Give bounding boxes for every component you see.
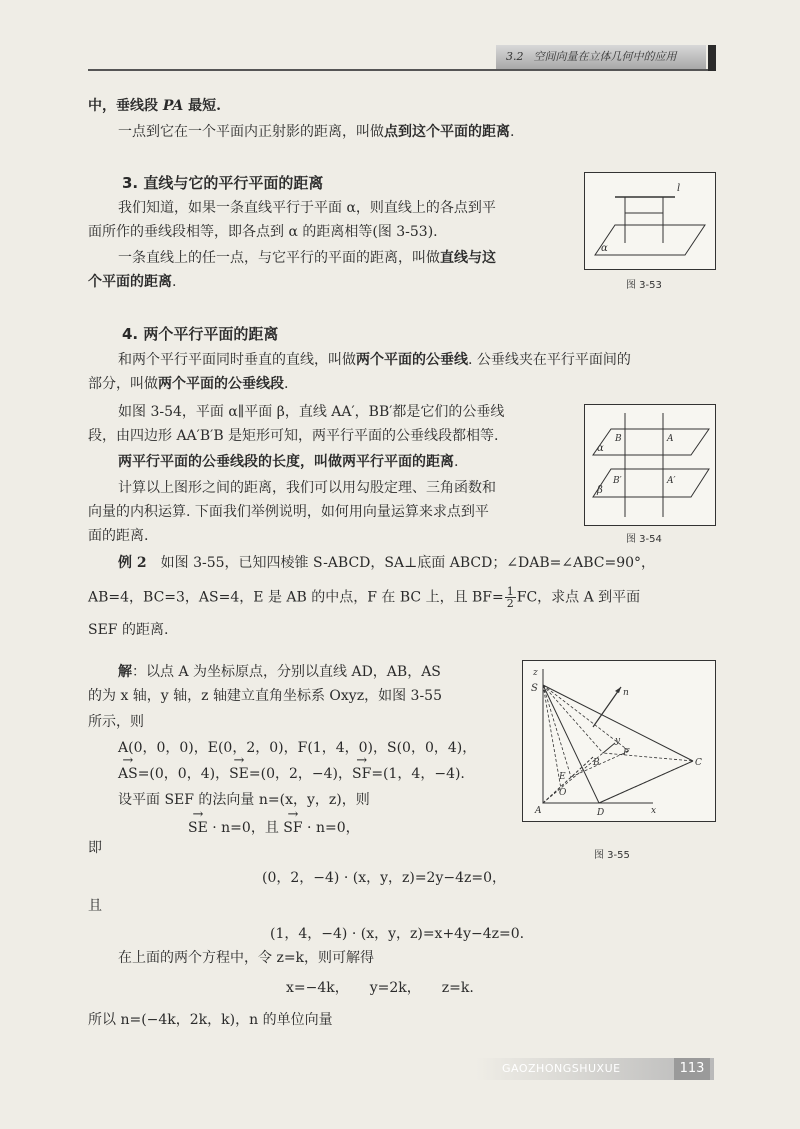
example-text-2a: AB=4，BC=3，AS=4，E 是 AB 的中点，F 在 BC 上，且 BF= xyxy=(88,589,504,606)
p5-l1b: 两个平面的公垂线 xyxy=(356,352,468,368)
p5-line2 xyxy=(88,374,288,394)
vector-AS: → AS xyxy=(118,764,138,784)
vector-AS-value: =(0，0，4)， xyxy=(137,766,230,782)
fig55-S: S xyxy=(531,683,538,694)
p4-line1a: 一条直线上的任一点，与它平行的平面的距离，叫做 xyxy=(118,250,440,266)
figure-3-55-caption: 图 3-55 xyxy=(594,850,630,861)
p1-suffix: 最短. xyxy=(183,98,221,114)
page-number: 113 xyxy=(674,1058,710,1080)
fig54-B: B xyxy=(615,434,622,444)
section-title: 空间向量在立体几何中的应用 xyxy=(533,50,677,63)
p7-a: 两平行平面的公垂线段的长度，叫做 xyxy=(118,454,342,470)
equation-1: (0，2，−4) · (x，y，z)=2y−4z=0， xyxy=(262,870,507,886)
fig55-A: A xyxy=(535,806,542,816)
fig53-label-l: l xyxy=(677,183,681,194)
footer-brand: GAOZHONGSHUXUE xyxy=(476,1058,714,1080)
figure-3-53-drawing xyxy=(585,173,715,269)
p5-l2b: 两个平面的公垂线段 xyxy=(158,376,284,392)
header-marker xyxy=(708,45,716,71)
p6-line1: 如图 3-54，平面 α∥平面 β，直线 AA′，BB′都是它们的公垂线 xyxy=(118,404,505,420)
para-continuation xyxy=(88,96,221,116)
fig54-A: A xyxy=(667,434,674,444)
fig55-F: F xyxy=(623,748,630,758)
p7-c: . xyxy=(454,454,459,470)
fig54-alpha: α xyxy=(597,443,604,454)
p5-l2a: 部分，叫做 xyxy=(88,376,158,392)
p1-prefix: 中，垂线段 xyxy=(88,98,163,114)
fig55-C: C xyxy=(695,758,702,768)
p2-bold: 点到这个平面的距离 xyxy=(384,124,510,140)
dot-SE-rest: · n=0，且 xyxy=(207,820,284,836)
p5-line1 xyxy=(118,350,631,370)
p6-line2: 段，由四边形 AA′B′B 是矩形可知，两平行平面的公垂线段都相等. xyxy=(88,428,499,444)
p4-line1b: 直线与这 xyxy=(440,250,496,266)
p7-definition xyxy=(118,452,458,472)
p7-b: 两平行平面的距离 xyxy=(342,454,454,470)
figure-3-55-drawing xyxy=(523,661,715,821)
fig54-A-prime: A′ xyxy=(667,476,676,486)
fig55-E: E xyxy=(559,772,566,782)
example-label: 例 2 xyxy=(118,555,147,571)
solution-line2: 的为 x 轴，y 轴，z 轴建立直角坐标系 Oxyz，如图 3-55 xyxy=(88,688,442,704)
fig54-B-prime: B′ xyxy=(613,476,622,486)
fig55-O: O xyxy=(559,788,567,798)
heading-parallel-planes-distance: 4. 两个平行平面的距离 xyxy=(122,325,279,343)
fig55-B: B xyxy=(593,758,600,768)
solution-text-1: ：以点 A 为坐标原点，分别以直线 AD，AB，AS xyxy=(132,664,441,680)
fig55-x: x xyxy=(651,806,657,816)
fig55-y: y xyxy=(615,736,621,746)
equation-3: x=−4k， y=2k， z=k. xyxy=(286,980,474,996)
running-header xyxy=(496,45,706,69)
fig55-z: z xyxy=(533,668,538,678)
fraction-one-half xyxy=(505,586,516,609)
ji-word: 即 xyxy=(88,840,102,856)
p10-text: 所以 n=(−4k，2k，k)，n 的单位向量 xyxy=(88,1012,333,1028)
p4-line1 xyxy=(118,248,496,268)
p4-end: . xyxy=(172,274,177,290)
p8-line3: 面的距离. xyxy=(88,528,149,544)
p4-line2-bold: 个平面的距离 xyxy=(88,274,172,290)
vectors-line xyxy=(118,764,465,784)
example-2-line3: SEF 的距离. xyxy=(88,622,169,638)
vector-SF: → SF xyxy=(352,764,371,784)
dot-vector-SE: → SE xyxy=(188,818,208,838)
solution-line3: 所示，则 xyxy=(88,714,144,730)
p8-line2: 向量的内积运算. 下面我们举例说明，如何用向量运算来求点到平 xyxy=(88,504,489,520)
fig55-n: n xyxy=(623,688,629,698)
fig54-beta: β xyxy=(597,485,603,496)
solution-label: 解 xyxy=(118,664,132,680)
equation-2: (1，4，−4) · (x，y，z)=x+4y−4z=0. xyxy=(270,926,525,942)
dot-product-conditions xyxy=(188,818,360,838)
fig55-D: D xyxy=(597,808,605,818)
dot-SF-rest: · n=0， xyxy=(302,820,360,836)
example-2-line2 xyxy=(88,586,640,609)
p1-var: PA xyxy=(162,98,184,114)
section-number: 3.2 xyxy=(506,50,524,63)
p9-text: 在上面的两个方程中，令 z=k，则可解得 xyxy=(118,950,375,966)
fig53-label-alpha: α xyxy=(601,243,608,254)
example-2-line1 xyxy=(118,553,655,573)
vector-SE: → SE xyxy=(229,764,249,784)
vector-SF-value: =(1，4，−4). xyxy=(371,766,465,782)
p2-end: . xyxy=(510,124,515,140)
p5-l1c: . 公垂线夹在平行平面间的 xyxy=(468,352,631,368)
solution-line1 xyxy=(118,662,441,682)
normal-vector-line: 设平面 SEF 的法向量 n=(x，y，z)，则 xyxy=(118,792,370,808)
example-text-1: 如图 3-55，已知四棱锥 S-ABCD，SA⊥底面 ABCD；∠DAB=∠ABC=90°， xyxy=(160,555,656,571)
p3-line2: 面所作的垂线段相等，即各点到 α 的距离相等(图 3-53). xyxy=(88,224,438,240)
header-rule xyxy=(88,69,708,71)
vector-SE-value: =(0，2，−4)， xyxy=(248,766,353,782)
p8-line1: 计算以上图形之间的距离，我们可以用勾股定理、三角函数和 xyxy=(118,480,496,496)
figure-3-54 xyxy=(584,404,716,526)
figure-3-54-caption: 图 3-54 xyxy=(626,534,662,545)
figure-3-54-drawing xyxy=(585,405,715,525)
p4-line2 xyxy=(88,272,176,292)
fraction-denominator: 2 xyxy=(506,597,514,610)
p3-line1: 我们知道，如果一条直线平行于平面 α，则直线上的各点到平 xyxy=(118,200,496,216)
dot-vector-SF: → SF xyxy=(283,818,302,838)
p5-l1a: 和两个平行平面同时垂直的直线，叫做 xyxy=(118,352,356,368)
figure-3-53-caption: 图 3-53 xyxy=(626,280,662,291)
definition-point-plane xyxy=(118,122,514,142)
heading-line-plane-distance: 3. 直线与它的平行平面的距离 xyxy=(122,174,324,192)
qie-word: 且 xyxy=(88,898,102,914)
fraction-numerator: 1 xyxy=(506,585,514,598)
figure-3-53 xyxy=(584,172,716,270)
coordinates-line: A(0，0，0)，E(0，2，0)，F(1，4，0)，S(0，0，4)， xyxy=(118,740,477,756)
figure-3-55 xyxy=(522,660,716,822)
p2-text: 一点到它在一个平面内正射影的距离，叫做 xyxy=(118,124,384,140)
example-text-2b: FC，求点 A 到平面 xyxy=(516,589,641,606)
p5-l2c: . xyxy=(284,376,289,392)
